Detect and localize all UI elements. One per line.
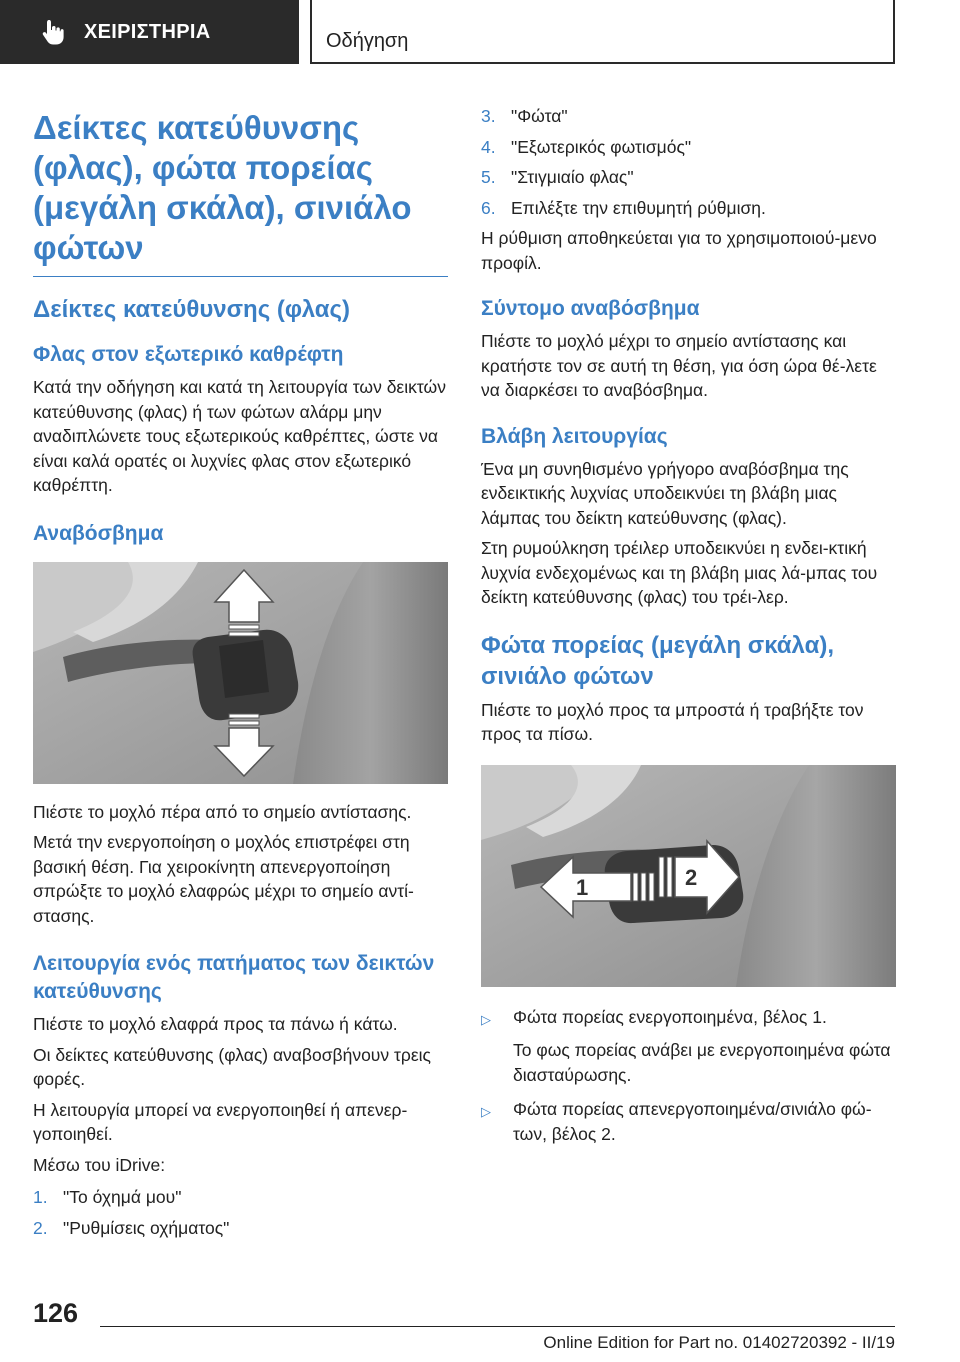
bullet-text: Φώτα πορείας ενεργοποιημένα, βέλος 1. [513,1006,827,1027]
edition-text: Online Edition for Part no. 01402720392 - II/19 [543,1333,895,1352]
step-text: "Το όχημά μου" [63,1187,182,1207]
idrive-steps-list-continued [481,104,895,220]
high-beam-bullets [481,1005,895,1147]
blinking-heading: Αναβόσβημα [33,521,164,545]
short-blink-heading: Σύντομο αναβόσβημα [481,297,700,320]
fault-text-1: Ένα μη συνηθισμένο γρήγορο αναβόσβημα της ενδεικτικής λυχνίας υποδεικνύει τη βλάβη μιας λάμπας του δείκτη κατεύθυνσης (φλας). [481,458,849,528]
triangle-bullet-icon: ▷ [481,1104,491,1119]
footer-divider [100,1326,895,1327]
step-text: Επιλέξτε την επιθυμητή ρύθμιση. [511,197,766,218]
page-title: Δείκτες κατεύθυνσης (φλας), φώτα πορείας (μεγάλη σκάλα), σινιάλο φώτων [33,108,448,277]
step-text: "Ρυθμίσεις οχήματος" [63,1217,230,1238]
one-touch-text-2: Οι δείκτες κατεύθυνσης (φλας) αναβοσβήνουν τρεις φορές. [33,1044,431,1089]
section-title: Οδήγηση [326,30,409,52]
step-number: 2. [33,1217,48,1238]
bullet-subtext: Το φως πορείας ανάβει με ενεργοποιημένα φώτα διασταύρωσης. [513,1040,891,1085]
hand-pointer-icon [38,17,68,47]
list-item [481,1005,895,1033]
blinking-text-1: Πιέστε το μοχλό πέρα από το σημείο αντίστασης. [33,801,412,822]
lever-up-down-image [33,562,448,784]
triangle-bullet-icon: ▷ [481,1011,491,1027]
step-number: 1. [33,1187,48,1207]
mirror-heading: Φλας στον εξωτερικό καθρέφτη [33,343,344,366]
right-column [481,104,895,1146]
short-blink-text: Πιέστε το μοχλό μέχρι το σημείο αντίστασης και κρατήστε τον σε αυτή τη θέση, για όση ώρα θέ-λετε να διαρκέσει το αναβόσβημα. [481,331,877,400]
one-touch-text-3: Η λειτουργία μπορεί να ενεργοποιηθεί ή απενερ-γοποιηθεί. [33,1099,408,1144]
left-column [33,108,448,1240]
list-item [481,104,895,129]
one-touch-text-1: Πιέστε το μοχλό ελαφρά προς τα πάνω ή κάτω. [33,1014,398,1034]
list-item [481,135,895,160]
step-text: "Φώτα" [511,106,568,126]
step-number: 5. [481,167,496,187]
list-item [33,1216,448,1241]
saved-text: Η ρύθμιση αποθηκεύεται για το χρησιμοποιού-μενο προφίλ. [481,228,877,273]
arrow-2-label: 2 [685,864,698,890]
one-touch-text-4: Μέσω του iDrive: [33,1154,166,1175]
bullet-text: Φώτα πορείας απενεργοποιημένα/σινιάλο φώ-των, βέλος 2. [513,1099,872,1144]
section-header [310,0,895,64]
list-item [33,1185,448,1210]
step-text: "Στιγμιαίο φλας" [511,167,634,187]
manual-tab[interactable] [0,0,299,64]
list-item [481,196,895,221]
blinking-text-2: Μετά την ενεργοποίηση ο μοχλός επιστρέφει στη βασική θέση. Για χειροκίνητη απενεργοποίηση σπρώξτε το μοχλό ελαφρώς μέχρι το σημείο αντί-στασης. [33,832,414,926]
one-touch-heading: Λειτουργία ενός πατήματος των δεικτών κατεύθυνσης [33,952,435,1003]
list-item [481,165,895,190]
high-beam-text: Πιέστε το μοχλό προς τα μπροστά ή τραβήξτε τον προς τα πίσω. [481,699,864,744]
step-text: "Εξωτερικός φωτισμός" [511,136,692,157]
step-number: 6. [481,197,496,218]
step-number: 3. [481,106,496,126]
high-beam-heading: Φώτα πορείας (μεγάλη σκάλα), σινιάλο φώτων [481,631,835,690]
arrow-1-label: 1 [576,874,589,900]
turn-signals-heading: Δείκτες κατεύθυνσης (φλας) [33,296,351,323]
fault-text-2: Στη ρυμούλκηση τρέιλερ υποδεικνύει η ενδει-κτική λυχνία ενδεχομένως και τη βλάβη μιας λά-μπας του δείκτη κατεύθυνσης (φλας) του τρέι-λερ. [481,538,878,607]
mirror-text: Κατά την οδήγηση και κατά τη λειτουργία των δεικτών κατεύθυνσης (φλας) ή των φώτων αλάρμ μην αναδιπλώνετε τους εξωτερικούς καθρέπτες, ώστε να είναι καλά ορατές οι λυχνίες φλας στον εξωτερικό καθρέπτη. [33,377,446,495]
idrive-steps-list [33,1185,448,1240]
manual-tab-label: ΧΕΙΡΙΣΤΗΡΙΑ [84,20,211,43]
fault-heading: Βλάβη λειτουργίας [481,424,668,448]
list-item [481,1097,895,1146]
step-number: 4. [481,136,496,157]
page-number: 126 [33,1298,79,1328]
lever-forward-back-image [481,765,896,987]
